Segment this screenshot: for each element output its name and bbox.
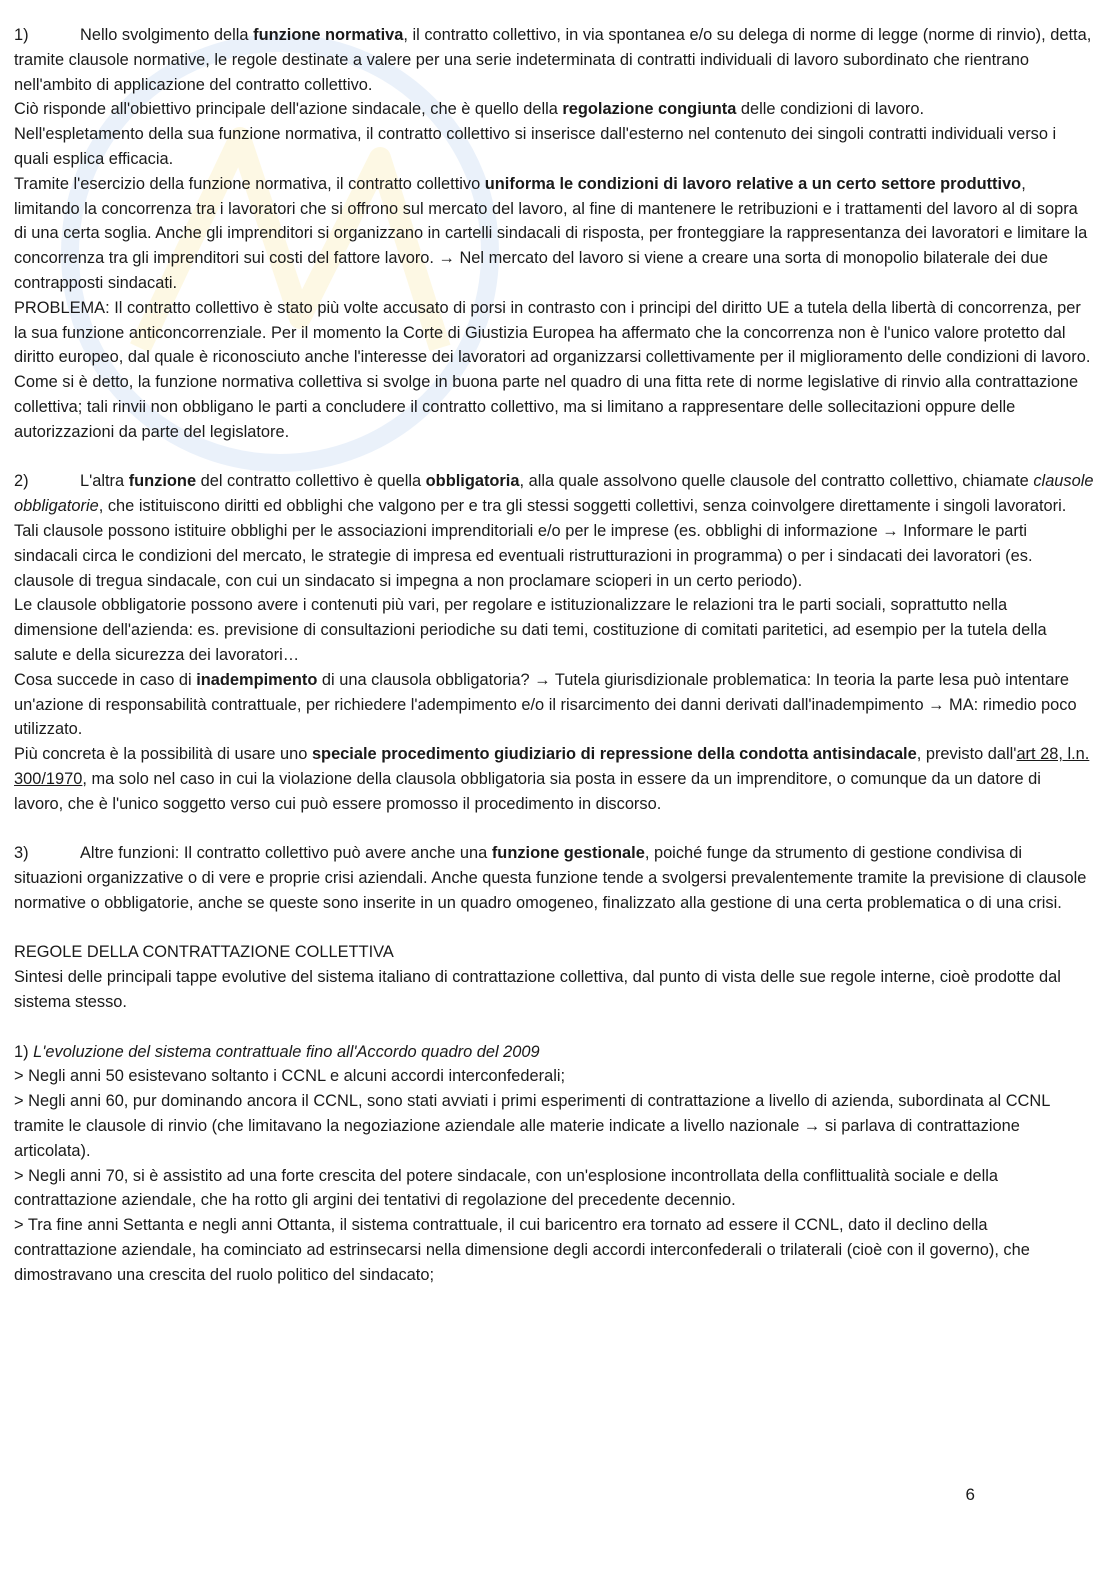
paragraph-funzione-obbligatoria: 2) L'altra funzione del contratto collettivo è quella obbligatoria, alla quale assolvono quelle clausole del contratto collettivo, chiamate clausole obbligatorie, che istituiscono diritti ed obblighi che valgono per e tra gli stessi soggetti collettivi, senza coinvolgere direttamente i singoli lavoratori. [14,472,1094,516]
paragraph-2: Ciò risponde all'obiettivo principale dell'azione sindacale, che è quello della regolazione congiunta delle condizioni di lavoro. [14,100,925,119]
paragraph-9: Le clausole obbligatorie possono avere i contenuti più vari, per regolare e istituzionalizzare le relazioni tra le parti sociali, soprattutto nella dimensione dell'azienda: es. previsione di consultazioni periodiche su dati temi, costituzione di comitati paritetici, ad esempio per la tutela della salute e della sicurezza dei lavoratori… [14,596,1047,664]
paragraph-1: 1) Nello svolgimento della funzione normativa, il contratto collettivo, in via spontanea e/o su delega di norme di legge (norme di rinvio), detta, tramite clausole normative, le regole destinate a valere per una serie indeterminata di contratti individuali di lavoro subordinato che rientrano nell'ambito di applicazione del contratto collettivo. [14,26,1092,94]
paragraph-inadempimento: Cosa succede in caso di inadempimento di una clausola obbligatoria? → Tutela giurisdizionale problematica: In teoria la parte lesa può intentare un'azione di responsabilità contrattuale, per richiedere l'adempimento e/o il risarcimento dei danni derivati dall'inadempimento → MA: rimedio poco utilizzato. [14,670,1077,739]
paragraph-sintesi: Sintesi delle principali tappe evolutive del sistema italiano di contrattazione collettiva, dal punto di vista delle sue regole interne, cioè prodotte dal sistema stesso. [14,968,1061,1012]
list-item: > Negli anni 50 esistevano soltanto i CCNL e alcuni accordi interconfederali; [14,1067,566,1086]
art-28-link[interactable]: art 28, l.n. 300/1970 [14,745,1090,788]
document-body [14,23,1094,1288]
list-item: > Negli anni 70, si è assistito ad una forte crescita del potere sindacale, con un'esplosione incontrollata della conflittualità sociale e della contrattazione aziendale, che ha rotto gli argini dei tentativi di regolazione del precedente decennio. [14,1166,998,1210]
subsection-title: 1) L'evoluzione del sistema contrattuale fino all'Accordo quadro del 2009 [14,1042,540,1061]
paragraph-6: Come si è detto, la funzione normativa collettiva si svolge in buona parte nel quadro di una fitta rete di norme legislative di rinvio alla contrattazione collettiva; tali rinvii non obbligano le parti a concludere il contratto collettivo, ma si limitano a rappresentare delle sollecitazioni oppure delle autorizzazioni da parte del legislatore. [14,373,1079,441]
list-item: > Tra fine anni Settanta e negli anni Ottanta, il sistema contrattuale, il cui baricentro era tornato ad essere il CCNL, dato il declino della contrattazione aziendale, ha cominciato ad estrinsecarsi nella dimensione degli accordi interconfederali o trilaterali (cioè con il governo), che dimostravano una crescita del ruolo politico del sindacato; [14,1216,1030,1284]
paragraph-8: Tali clausole possono istituire obblighi per le associazioni imprenditoriali e/o per le imprese (es. obblighi di informazione → Informare le parti sindacali circa le condizioni del mercato, le strategie di impresa ed eventuali ristrutturazioni in programma) o per i sindacati dei lavoratori (es. clausole di tregua sindacale, con cui un sindacato si impegna a non proclamare scioperi in un certo periodo). [14,521,1033,590]
paragraph-funzione-gestionale: 3) Altre funzioni: Il contratto collettivo può avere anche una funzione gestionale, poiché funge da strumento di gestione condivisa di situazioni organizzative o di vere e proprie crisi aziendali. Anche questa funzione tende a svolgersi prevalentemente tramite la previsione di clausole normative o obbligatorie, anche se queste sono inserite in un quadro omogeneo, finalizzato alla gestione di una certa problematica o di una crisi. [14,844,1087,912]
section-heading: REGOLE DELLA CONTRATTAZIONE COLLETTIVA [14,943,394,962]
paragraph-problema: PROBLEMA: Il contratto collettivo è stato più volte accusato di porsi in contrasto con i principi del diritto UE a tutela della libertà di concorrenza, per la sua funzione anticoncorrenziale. Per il momento la Corte di Giustizia Europea ha affermato che la concorrenza non è l'unico valore protetto dal diritto europeo, dal quale è riconosciuto anche l'interesse dei lavoratori ad organizzarsi collettivamente per il miglioramento delle condizioni di lavoro. [14,298,1091,367]
paragraph-3: Nell'espletamento della sua funzione normativa, il contratto collettivo si inserisce dall'esterno nel contenuto dei singoli contratti individuali verso i quali esplica efficacia. [14,125,1057,168]
page-number: 6 [965,1485,975,1504]
paragraph-11: Più concreta è la possibilità di usare uno speciale procedimento giudiziario di repressione della condotta antisindacale, previsto dall'art 28, l.n. 300/1970, ma solo nel caso in cui la violazione della clausola obbligatoria sia posta in essere da un imprenditore, o comunque da un datore di lavoro, che è l'unico soggetto verso cui può essere promosso il procedimento in discorso. [14,745,1090,813]
list-item: > Negli anni 60, pur dominando ancora il CCNL, sono stati avviati i primi esperimenti di contrattazione a livello di azienda, subordinata al CCNL tramite le clausole di rinvio (che limitavano la negoziazione aziendale alle materie indicate a livello nazionale → si parlava di contrattazione articolata). [14,1092,1050,1160]
paragraph-4: Tramite l'esercizio della funzione normativa, il contratto collettivo uniforma le condizioni di lavoro relative a un certo settore produttivo, limitando la concorrenza tra i lavoratori che si offrono sul mercato del lavoro, al fine di mantenere le retribuzioni e i trattamenti del lavoro al di sopra di una certa soglia. Anche gli imprenditori si organizzano in cartelli sindacali di risposta, per fronteggiare la rappresentanza dei lavoratori e limitare la concorrenza tra gli imprenditori sui costi del fattore lavoro. → Nel mercato del lavoro si viene a creare una sorta di monopolio bilaterale dei due contrapposti sindacati. [14,174,1088,292]
